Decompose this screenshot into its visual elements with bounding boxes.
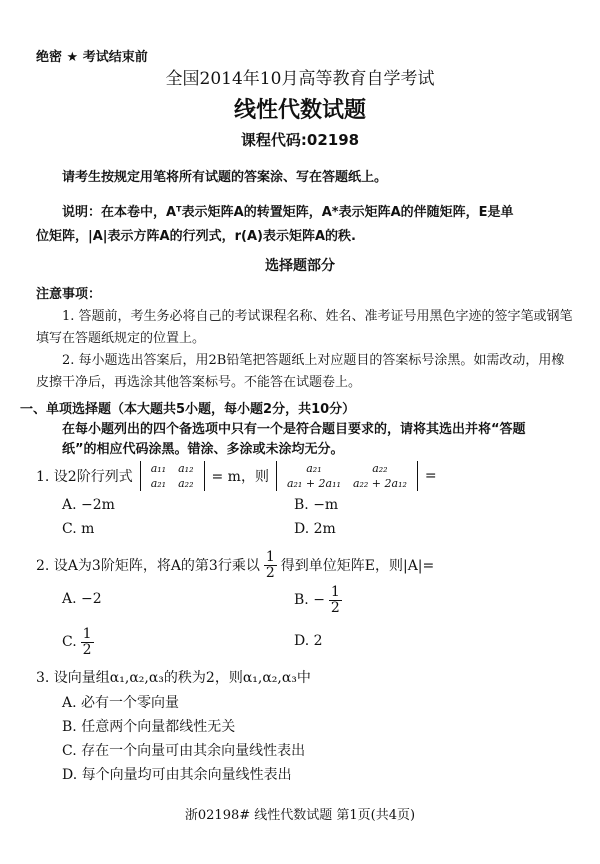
q2-option-d[interactable]: D. 2 bbox=[294, 633, 323, 649]
part-one-desc-1: 在每小题列出的四个备选项中只有一个是符合题目要求的，请将其选出并将“答题 bbox=[62, 422, 526, 437]
q2-option-b-den: 2 bbox=[330, 599, 340, 616]
notation-line-2: 位矩阵，|A|表示方阵A的行列式，r(A)表示矩阵A的秩. bbox=[36, 229, 356, 244]
q2-fraction bbox=[264, 550, 277, 580]
det2-r2c2: a₂₂ + 2a₁₂ bbox=[352, 477, 407, 490]
answer-instruction: 请考生按规定用笔将所有试题的答案涂、写在答题纸上。 bbox=[62, 170, 388, 185]
note-1-line-2: 填写在答题纸规定的位置上。 bbox=[36, 331, 206, 346]
q2-option-b-fraction bbox=[329, 585, 342, 615]
note-1-line-1: 1. 答题前，考生务必将自己的考试课程名称、姓名、准考证号用黑色字迹的签字笔或钢笔 bbox=[62, 309, 573, 324]
q1-mid: = m，则 bbox=[211, 469, 269, 485]
part-one-heading: 一、单项选择题（本大题共5小题，每小题2分，共10分） bbox=[20, 402, 356, 417]
question-3: 3. 设向量组α₁,α₂,α₃的秩为2，则α₁,α₂,α₃中 bbox=[36, 670, 311, 686]
q1-option-a[interactable]: A. −2m bbox=[62, 497, 115, 513]
course-code: 课程代码:02198 bbox=[240, 131, 360, 149]
q2-frac-den: 2 bbox=[265, 564, 275, 581]
q3-option-c[interactable]: C. 存在一个向量可由其余向量线性表出 bbox=[62, 743, 306, 759]
exam-title: 全国2014年10月高等教育自学考试 bbox=[165, 69, 435, 89]
q2-option-c-fraction bbox=[81, 627, 94, 657]
question-1 bbox=[36, 454, 437, 498]
note-2-line-1: 2. 每小题选出答案后，用2B铅笔把答题纸上对应题目的答案标号涂黑。如需改动，用橡 bbox=[62, 353, 565, 368]
confidential-label: 绝密 ★ 考试结束前 bbox=[36, 50, 148, 65]
q2-option-a[interactable]: A. −2 bbox=[62, 591, 102, 607]
page-footer: 浙02198# 线性代数试题 第1页(共4页) bbox=[184, 808, 416, 823]
q3-option-a[interactable]: A. 必有一个零向量 bbox=[62, 695, 180, 711]
subject-title: 线性代数试题 bbox=[233, 98, 366, 123]
q1-determinant-1 bbox=[140, 461, 205, 491]
q2-text-1: 2. 设A为3阶矩阵，将A的第3行乘以 bbox=[36, 558, 260, 574]
det2-r2c1: a₂₁ + 2a₁₁ bbox=[286, 477, 341, 490]
notation-line-1: 说明：在本卷中，Aᵀ表示矩阵A的转置矩阵，A*表示矩阵A的伴随矩阵，E是单 bbox=[62, 205, 514, 220]
part-one-desc-2: 纸”的相应代码涂黑。错涂、多涂或未涂均无分。 bbox=[62, 442, 344, 457]
det1-a21: a₂₁ bbox=[150, 477, 167, 490]
q2-option-c[interactable] bbox=[62, 624, 94, 660]
q3-option-d[interactable]: D. 每个向量均可由其余向量线性表出 bbox=[62, 767, 292, 783]
q2-option-b-num: 1 bbox=[330, 583, 340, 600]
q2-option-b[interactable] bbox=[294, 582, 342, 618]
q1-prefix: 1. 设2阶行列式 bbox=[36, 469, 133, 485]
q1-option-d[interactable]: D. 2m bbox=[294, 521, 336, 537]
q1-option-c[interactable]: C. m bbox=[62, 521, 95, 537]
q2-option-c-num: 1 bbox=[82, 625, 92, 642]
notes-heading: 注意事项： bbox=[36, 287, 102, 302]
det2-r1c1: a₂₁ bbox=[306, 462, 322, 475]
det1-a22: a₂₂ bbox=[178, 477, 194, 490]
q1-suffix: = bbox=[424, 468, 437, 484]
q2-option-c-prefix: C. bbox=[62, 634, 77, 650]
q1-option-b[interactable]: B. −m bbox=[294, 497, 339, 513]
det1-a12: a₁₂ bbox=[178, 462, 194, 475]
q2-text-2: 得到单位矩阵E，则|A|= bbox=[280, 558, 435, 574]
note-2-line-2: 皮擦干净后，再选涂其他答案标号。不能答在试题卷上。 bbox=[36, 375, 362, 390]
section-title: 选择题部分 bbox=[265, 258, 335, 274]
q2-option-b-prefix: B. − bbox=[294, 592, 325, 608]
q3-option-b[interactable]: B. 任意两个向量都线性无关 bbox=[62, 719, 236, 735]
q2-option-c-den: 2 bbox=[82, 641, 92, 658]
question-2 bbox=[36, 547, 434, 583]
det1-a11: a₁₁ bbox=[150, 462, 167, 475]
det2-r1c2: a₂₂ bbox=[372, 462, 388, 475]
q2-frac-num: 1 bbox=[265, 548, 275, 565]
q1-determinant-2 bbox=[276, 461, 418, 491]
